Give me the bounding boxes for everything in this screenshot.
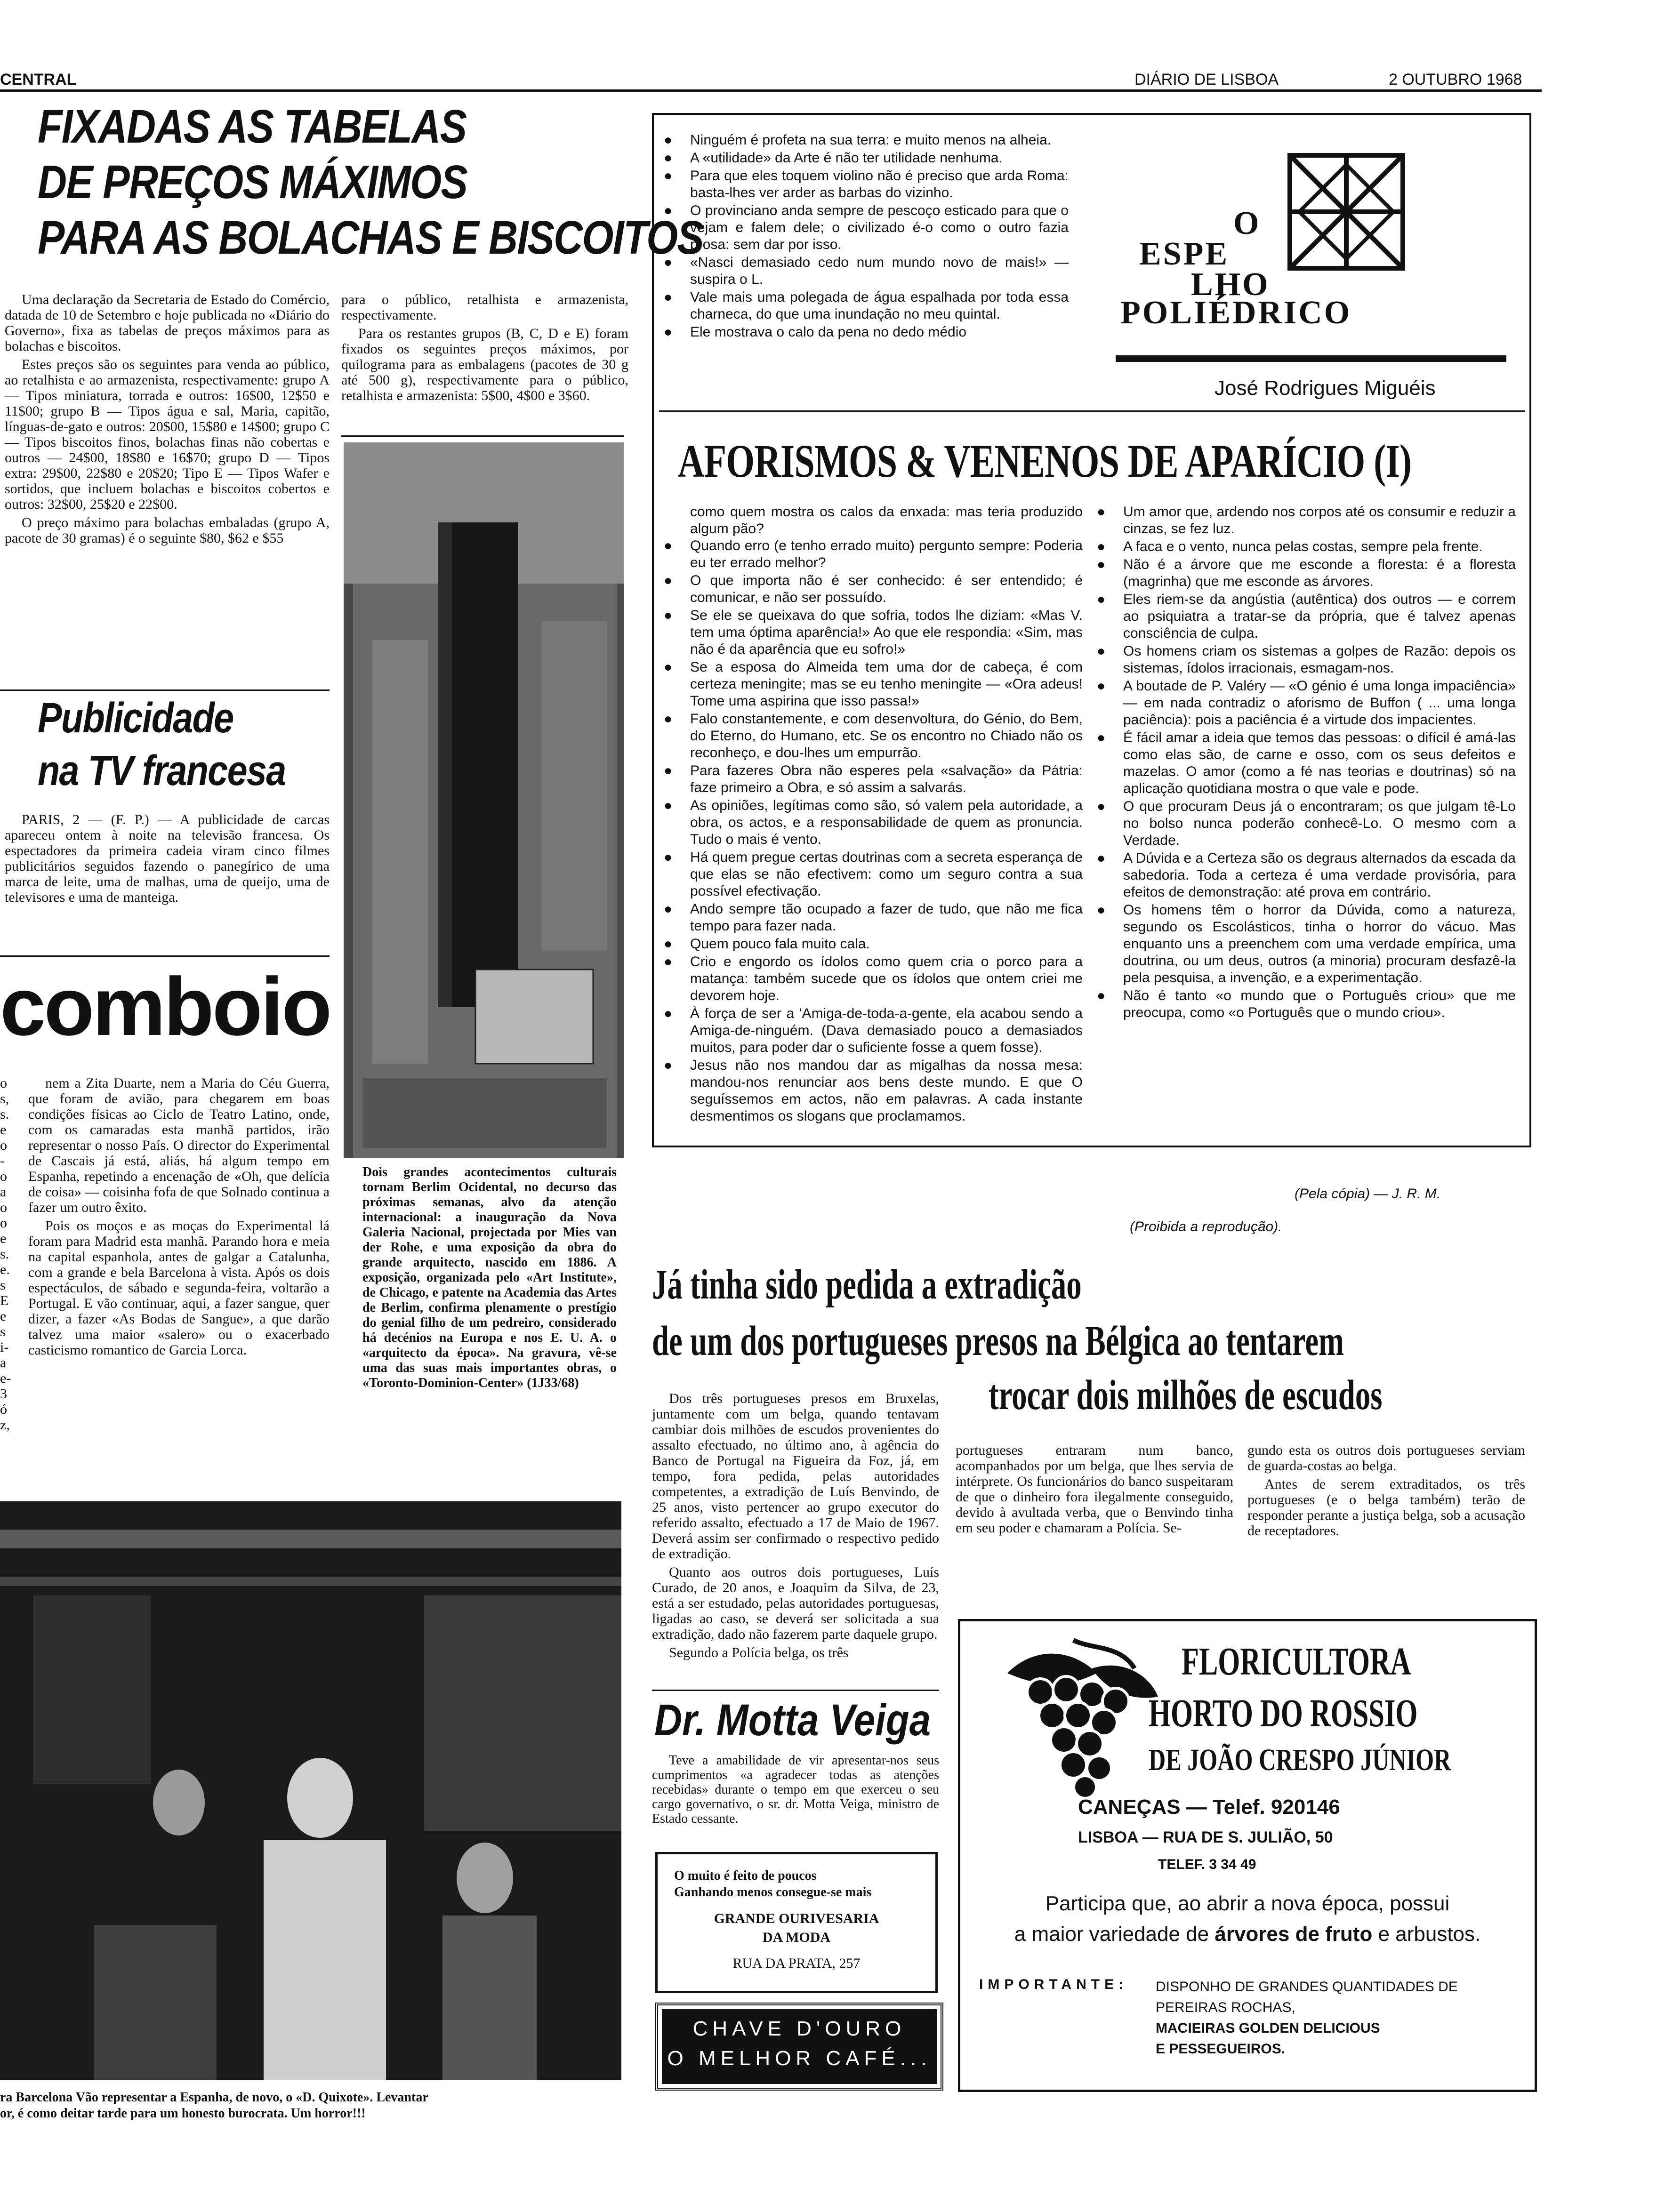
participa-line-1: Participa que, ao abrir a nova época, possui (1045, 1892, 1450, 1915)
publicidade-headline-line-1: Publicidade (38, 695, 233, 742)
publicidade-headline (38, 692, 339, 797)
floricultora-ad (958, 1619, 1537, 2092)
cut-letter: e (0, 1308, 7, 1324)
participa-line-2 (960, 1923, 1535, 1946)
aphorisms-left-list (659, 537, 1083, 1125)
extradicao-paragraph: Quanto aos outros dois portugueses, Luís Curado, de 20 anos, e Joaquim da Silva, de 23, está a ser estudado, pelas autoridades portuguesas, ligadas ao caso, se deverá ser solicitada a sua extradição, dado não fazerem parte daquele grupo. (652, 1564, 939, 1642)
biscoitos-headline-line-3: PARA AS BOLACHAS E BISCOITOS (38, 211, 703, 264)
cut-letter: E (0, 1293, 9, 1308)
extradicao-column-1 (652, 1391, 939, 1663)
column-divider (341, 435, 624, 437)
aphorism-item: ● É fácil amar a ideia que temos das pessoas: o difícil é amá-las como elas são, de carne e osso, com os seus defeitos e mazelas. O amor (como a fé nas teorias e doutrinas) só na aplicação quotidiana mostra o que vale e pode. (1092, 729, 1516, 797)
theatre-group-train-photo (0, 1501, 621, 2080)
cut-letter: z, (0, 1417, 10, 1433)
biscoitos-column-1 (5, 292, 330, 549)
grape-bunch-icon (979, 1631, 1163, 1800)
motta-veiga-paragraph: Teve a amabilidade de vir apresentar-nos seus cumprimentos «a agradecer todas as atenções recebidas» durante o tempo em que exerceu o seu cargo governativo, o sr. dr. Motta Veiga, ministro de Estado cessante. (652, 1753, 939, 1826)
extradicao-column-2 (956, 1443, 1233, 1539)
importante-label: IMPORTANTE: (979, 1977, 1128, 1992)
biscoitos-paragraph: Uma declaração da Secretaria de Estado do Comércio, datada de 10 de Setembro e hoje publicada no «Diário do Governo», fixa as tabelas de preços máximos para as bolachas e biscoitos. (5, 292, 330, 354)
cut-letter: - (0, 1153, 5, 1169)
section-divider (0, 955, 330, 957)
extradicao-paragraph: gundo esta os outros dois portugueses serviam de guarda-costas ao belga. (1247, 1443, 1525, 1474)
signature: (Pela cópia) — J. R. M. (1295, 1186, 1441, 1202)
aphorism-item: ● Eles riem-se da angústia (autêntica) dos outros — e correm ao psiquiatra a tratar-se da própria, que é talvez apenas consciência de culpa. (1092, 591, 1516, 642)
author-name: José Rodrigues Miguéis (1215, 377, 1436, 400)
importante-line-2: MACIEIRAS GOLDEN DELICIOUS (1156, 2020, 1380, 2036)
cut-letter: o (0, 1169, 7, 1184)
comboio-headline: comboio (0, 961, 330, 1053)
publicidade-headline-line-2: na TV francesa (38, 747, 286, 794)
aphorism-item: ● A Dúvida e a Certeza são os degraus alternados da escada da sabedoria. Toda a certeza é uma verdade provisória, para efeitos de demonstração: até prova em contrário. (1092, 850, 1516, 901)
aphorism-item: ● A boutade de P. Valéry — «O génio é uma longa impaciência» — em nada contradiz o aforismo de Buffon ( ... uma longa paciência): pois a paciência é a virtude dos impacientes. (1092, 678, 1516, 729)
train-caption-line-2: or, é como deitar tarde para um honesto burocrata. Um horror!!! (0, 2106, 366, 2121)
importante-line-3: E PESSEGUEIROS. (1156, 2041, 1286, 2057)
aphorism-item: ● Falo constantemente, e com desenvoltura, do Génio, do Bem, do Eterno, do Humano, etc. Se os encontro no Chiado não os reconheço, e dou-lhes um empurrão. (659, 711, 1083, 761)
aforismos-left-column (659, 504, 1083, 1126)
comboio-paragraph: Pois os moços e as moças do Experimental lá foram para Madrid esta manhã. Parando hora e meia na capital espanhola, antes de galgar a Catalunha, com a grande e bela Barcelona à vista. Após os dois espectáculos, de sábado e segunda-feira, voltarão a Portugal. E vão continuar, aqui, a fazer sangue, quer dizer, a fazer «As Bodas de Sangue», a que darão talvez uma maior «salero» ou o exacerbado casticismo romantico de Garcia Lorca. (28, 1218, 330, 1358)
ourivesaria-slogan-2: Ganhando menos consegue-se mais (674, 1885, 872, 1899)
extradicao-headline-1: Já tinha sido pedida a extradição (652, 1261, 1082, 1308)
horto-do-rossio-title: HORTO DO ROSSIO (1149, 1691, 1418, 1735)
cut-letter: o (0, 1215, 7, 1231)
participa-text: a maior variedade de (1014, 1923, 1215, 1946)
cut-letter: o (0, 1075, 7, 1091)
cut-letter: a (0, 1355, 7, 1370)
aphorism-lead: como quem mostra os calos da enxada: mas teria produzido algum pão? (690, 504, 1083, 537)
cut-letter: o (0, 1138, 7, 1153)
extradicao-column-3 (1247, 1443, 1525, 1541)
extradicao-paragraph: Antes de serem extraditados, os três portugueses (e o belga também) terão de responder perante a justiça belga, sob a acusação de receptadores. (1247, 1476, 1525, 1539)
aphorism-item: ● Há quem pregue certas doutrinas com a secreta esperança de que elas se não efectivem: como um seguro contra a sua possível efectivação. (659, 849, 1083, 900)
extradicao-headline-3: trocar dois milhões de escudos (989, 1372, 1383, 1419)
box-divider (659, 410, 1525, 412)
importante-text (1156, 1977, 1523, 2060)
comboio-cut-column (0, 1075, 9, 1433)
cut-letter: 3 (0, 1386, 7, 1402)
newspaper-name: DIÁRIO DE LISBOA (1134, 71, 1279, 88)
proprietor-name: DE JOÃO CRESPO JÚNIOR (1149, 1743, 1451, 1777)
aphorism-item: ● Ninguém é profeta na sua terra: e muito menos na alheia. (659, 132, 1069, 149)
aphorism-item: ● As opiniões, legítimas como são, só valem pela autoridade, a obra, os actos, e a responsabilidade de quem as pronuncia. Tudo o mais é vento. (659, 797, 1083, 848)
publicidade-paragraph: PARIS, 2 — (F. P.) — A publicidade de carcas apareceu ontem à noite na televisão francesa. Os espectadores da primeira cadeia viram cinco filmes publicitários seguidos fazendo o panegírico de uma marca de leite, uma de malhas, uma de queijo, uma de televisores e uma de manteiga. (5, 812, 330, 905)
aphorism-item: ● «Nasci demasiado cedo num mundo novo de mais!» — suspira o L. (659, 254, 1069, 288)
canecas-phone: CANEÇAS — Telef. 920146 (1078, 1795, 1340, 1819)
chave-douro-name: CHAVE D'OURO (692, 2017, 906, 2040)
biscoitos-column-2 (341, 292, 628, 406)
cut-letter: o (0, 1200, 7, 1215)
ourivesaria-ad (655, 1852, 938, 1993)
aphorism-item: ● Para fazeres Obra não esperes pela «salvação» da Pátria: faze primeiro a Obra, e só assim a salvarás. (659, 762, 1083, 796)
logo-word-lho: LHO (1191, 266, 1270, 303)
cut-letter: s. (0, 1246, 9, 1262)
train-photo-caption (0, 2090, 621, 2122)
top-aphorisms-list (659, 132, 1069, 342)
aphorism-item: ● Crio e engordo os ídolos como quem cria o porco para a matança: também sucede que os ídolos que ontem criei me devorem hoje. (659, 954, 1083, 1004)
logo-underline (1116, 355, 1506, 362)
aphorism-item: ● Vale mais uma polegada de água espalhada por toda essa charneca, do que uma inundação no meu quintal. (659, 289, 1069, 323)
aphorism-item: ● Um amor que, ardendo nos corpos até os consumir e reduzir a cinzas, se fez luz. (1092, 504, 1516, 537)
ourivesaria-name-2: DA MODA (762, 1930, 831, 1945)
reproduction-notice: (Proibida a reprodução). (1130, 1219, 1282, 1234)
cut-letter: s. (0, 1106, 9, 1122)
aphorism-item: ● Não é tanto «o mundo que o Português criou» que me preocupa, como «o Português que o mundo criou». (1092, 987, 1516, 1021)
aforismos-headline: AFORISMOS & VENENOS DE APARÍCIO (I) (678, 435, 1412, 487)
cut-letter: i- (0, 1339, 9, 1355)
cut-letter: s (0, 1277, 6, 1293)
aphorism-item: ● A faca e o vento, nunca pelas costas, sempre pela frente. (1092, 538, 1516, 555)
biscoitos-paragraph: Estes preços são os seguintes para venda ao público, ao retalhista e ao armazenista, respectivamente: grupo A — Tipos miniatura, torrada e outros: 16$00, 12$50 e 11$00; grupo B — Tipos água e sal, Maria, capitão, línguas-de-gato e outros: 20$00, 15$80 e 14$00; grupo C — Tipos biscoitos finos, bolachas finas não cobertas e outros — 24$00, 18$80 e 16$70; grupo D — Tipos extra: 29$00, 22$80 e 20$20; Tipo E — Tipos Wafer e sortidos, que incluem bolachas e biscoitos cobertos e outros: 32$00, 25$20 e 22$00. (5, 357, 330, 512)
publicidade-text (5, 812, 330, 908)
cut-letter: e- (0, 1370, 11, 1386)
motta-veiga-headline: Dr. Motta Veiga (654, 1695, 931, 1745)
participa-text-end: e arbustos. (1372, 1923, 1481, 1946)
section-name: CENTRAL (0, 71, 77, 88)
aphorism-item: ● O provinciano anda sempre de pescoço esticado para que o vejam e falem dele; o civilizado é-o como o outro fazia prosa: sem dar por isso. (659, 202, 1069, 253)
section-divider (652, 1690, 939, 1691)
cut-letter: a (0, 1184, 7, 1200)
aphorism-item: ● Jesus não nos mandou dar as migalhas da nossa mesa: mandou-nos renunciar aos bens deste mundo. E que O seguíssemos em actos, não em palavras. A cada instante desmentimos os slogans que proclamamos. (659, 1057, 1083, 1125)
espelho-poliedrico-logo (1120, 151, 1511, 339)
cut-letter: e (0, 1122, 7, 1138)
section-divider (0, 689, 330, 691)
train-caption-line-1: ra Barcelona Vão representar a Espanha, de novo, o «D. Quixote». Levantar (0, 2090, 428, 2105)
extradicao-paragraph: Segundo a Polícia belga, os três (669, 1645, 849, 1660)
cut-letter: s, (0, 1091, 9, 1106)
header-rule (0, 89, 1542, 92)
aphorism-item: ● Os homens têm o horror da Dúvida, como a natureza, segundo os Escolásticos, tinha o horror do vácuo. Mas enquanto uns a preenchem com uma verdade empírica, uma doutrina, ou um deus, outros (a minoria) procuram desfazê-la pela pesquisa, a invenção, e a experimentação. (1092, 902, 1516, 986)
aphorism-item: ● Ele mostrava o calo da pena no dedo médio (659, 324, 1069, 341)
toronto-dominion-center-photo (344, 442, 624, 1158)
biscoitos-paragraph: O preço máximo para bolachas embaladas (grupo A, pacote de 30 gramas) é o seguinte $80, $62 e $55 (5, 515, 330, 546)
aphorism-item: ● Não é a árvore que me esconde a floresta: é a floresta (magrinha) que me esconde as árvores. (1092, 556, 1516, 590)
ourivesaria-slogan-1: O muito é feito de poucos (674, 1868, 817, 1883)
aphorism-item: ● Para que eles toquem violino não é preciso que arda Roma: basta-lhes ver arder as barbas do vizinho. (659, 168, 1069, 201)
lisboa-address: LISBOA — RUA DE S. JULIÃO, 50 (1078, 1828, 1333, 1846)
aphorism-item: ● O que importa não é ser conhecido: é ser entendido; é comunicar, e não ser possuído. (659, 572, 1083, 606)
cut-letter: e (0, 1231, 7, 1246)
biscoitos-headline-line-2: DE PREÇOS MÁXIMOS (38, 156, 467, 208)
biscoitos-paragraph: para o público, retalhista e armazenista, respectivamente. (341, 292, 628, 323)
cut-letter: s (0, 1324, 6, 1339)
biscoitos-headline-line-1: FIXADAS AS TABELAS (38, 100, 467, 153)
comboio-text (28, 1075, 330, 1361)
berlim-caption: Dois grandes acontecimentos culturais tornam Berlim Ocidental, no decurso das próximas semanas, alvo da atenção internacional: a inauguração da Nova Galeria Nacional, projectada por Mies van der Rohe, e uma exposição da obra do grande arquitecto, nascido em 1886. A exposição, organizada pelo «Art Institute», de Chicago, e patente na Academia das Artes de Berlim, confirma plenamente o prestígio do genial filho de um pedreiro, considerado há decénios na Europa e nos E. U. A. o «arquitecto da época». Na gravura, vê-se uma das suas mais importantes obras, o «Toronto-Dominion-Center» (1J33/68) (362, 1165, 617, 1390)
issue-date: 2 OUTUBRO 1968 (1389, 71, 1522, 88)
aphorism-item: ● O que procuram Deus já o encontraram; os que julgam tê-Lo no bolso nunca poderão conhecê-Lo. O mesmo com a Verdade. (1092, 798, 1516, 849)
aforismos-right-column (1092, 504, 1516, 1234)
logo-word-poliedrico: POLIÉDRICO (1120, 295, 1352, 331)
extradicao-headline-2: de um dos portugueses presos na Bélgica ao tentarem (652, 1318, 1344, 1364)
polyhedron-emblem-icon (1285, 151, 1408, 273)
biscoitos-headline (38, 99, 703, 265)
biscoitos-paragraph: Para os restantes grupos (B, C, D e E) foram fixados os seguintes preços máximos, por quilograma para as embalagens (pacotes de 30 g até 500 g), respectivamente para o público, retalhista e armazenista: 5$00, 4$00 e 3$60. (341, 326, 628, 403)
importante-line-1: DISPONHO DE GRANDES QUANTIDADES DE PEREIRAS ROCHAS, (1156, 1979, 1458, 2015)
aphorism-item: ● Se a esposa do Almeida tem uma dor de cabeça, é com certeza meningite; mas se eu tenho meningite — «Ora adeus! Tome uma aspirina que isso passa!» (659, 659, 1083, 710)
extradicao-paragraph: Dos três portugueses presos em Bruxelas, juntamente com um belga, quando tentavam cambiar dois milhões de escudos provenientes do assalto efectuado, no último ano, à agência do Banco de Portugal na Figueira da Foz, já, em tempo, fora pedida, pelas autoridades competentes, a extradição de Luís Benvindo, de 25 anos, visto pertencer ao grupo executor do referido assalto, efectuado a 17 de Maio de 1967. Deverá assim ser confirmado o respectivo pedido de extradição. (652, 1391, 939, 1562)
aphorism-item: ● Se ele se queixava do que sofria, todos lhe diziam: «Mas V. tem uma óptima aparência!» Ao que ele respondia: «Sim, mas não é da aparência que eu sofro!» (659, 607, 1083, 658)
floricultora-title: FLORICULTORA (1182, 1640, 1411, 1683)
logo-word-o: O (1233, 205, 1259, 241)
aphorism-item: ● Quando erro (e tenho errado muito) pergunto sempre: Poderia eu ter errado melhor? (659, 537, 1083, 571)
chave-douro-slogan: O MELHOR CAFÉ... (667, 2047, 932, 2070)
motta-veiga-text (652, 1753, 939, 1829)
aphorism-item: ● Quem pouco fala muito cala. (659, 936, 1083, 953)
skyscraper-illustration (344, 442, 624, 1158)
ourivesaria-name: GRANDE OURIVESARIA (714, 1911, 879, 1926)
aphorism-item: ● Ando sempre tão ocupado a fazer de tudo, que não me fica tempo para fazer nada. (659, 901, 1083, 935)
train-interior-illustration (0, 1501, 621, 2080)
aphorisms-right-list (1092, 504, 1516, 1021)
cut-letter: ó (0, 1402, 7, 1417)
lisboa-phone: TELEF. 3 34 49 (1158, 1857, 1256, 1872)
extradicao-paragraph: portugueses entraram num banco, acompanhados por um belga, que lhes servia de intérprete. Os funcionários do banco suspeitaram de que o dinheiro fora ilegalmente conseguido, devido à avultada verba, que o Benvindo tinha em seu poder e chamaram a Polícia. Se- (956, 1443, 1233, 1536)
aphorism-item: ● A «utilidade» da Arte é não ter utilidade nenhuma. (659, 150, 1069, 167)
aphorism-item: ● À força de ser a 'Amiga-de-toda-a-gente, ela acabou sendo a Amiga-de-ninguém. (Dava demasiado pouco a demasiados muitos, para poder dar o suficiente fosse a quem fosse). (659, 1005, 1083, 1056)
chave-douro-ad (655, 2003, 943, 2091)
ourivesaria-address: RUA DA PRATA, 257 (732, 1956, 861, 1971)
aphorism-item: ● Os homens criam os sistemas a golpes de Razão: depois os sistemas, ídolos irracionais, esmagam-nos. (1092, 643, 1516, 677)
cut-letter: e. (0, 1262, 10, 1277)
comboio-paragraph: nem a Zita Duarte, nem a Maria do Céu Guerra, que foram de avião, para chegarem em boas condições físicas ao Ciclo de Teatro Latino, onde, com os camaradas esta manhã partidos, irão representar o nosso País. O director do Experimental de Cascais já está, aliás, há algum tempo em Espanha, repetindo a encenação de «Oh, que delícia de coisa» — coisinha fofa de que Solnado continua a fazer um outro êxito. (28, 1075, 330, 1215)
logo-word-espe: ESPE (1139, 236, 1230, 272)
fruit-trees-text: árvores de fruto (1215, 1923, 1373, 1946)
